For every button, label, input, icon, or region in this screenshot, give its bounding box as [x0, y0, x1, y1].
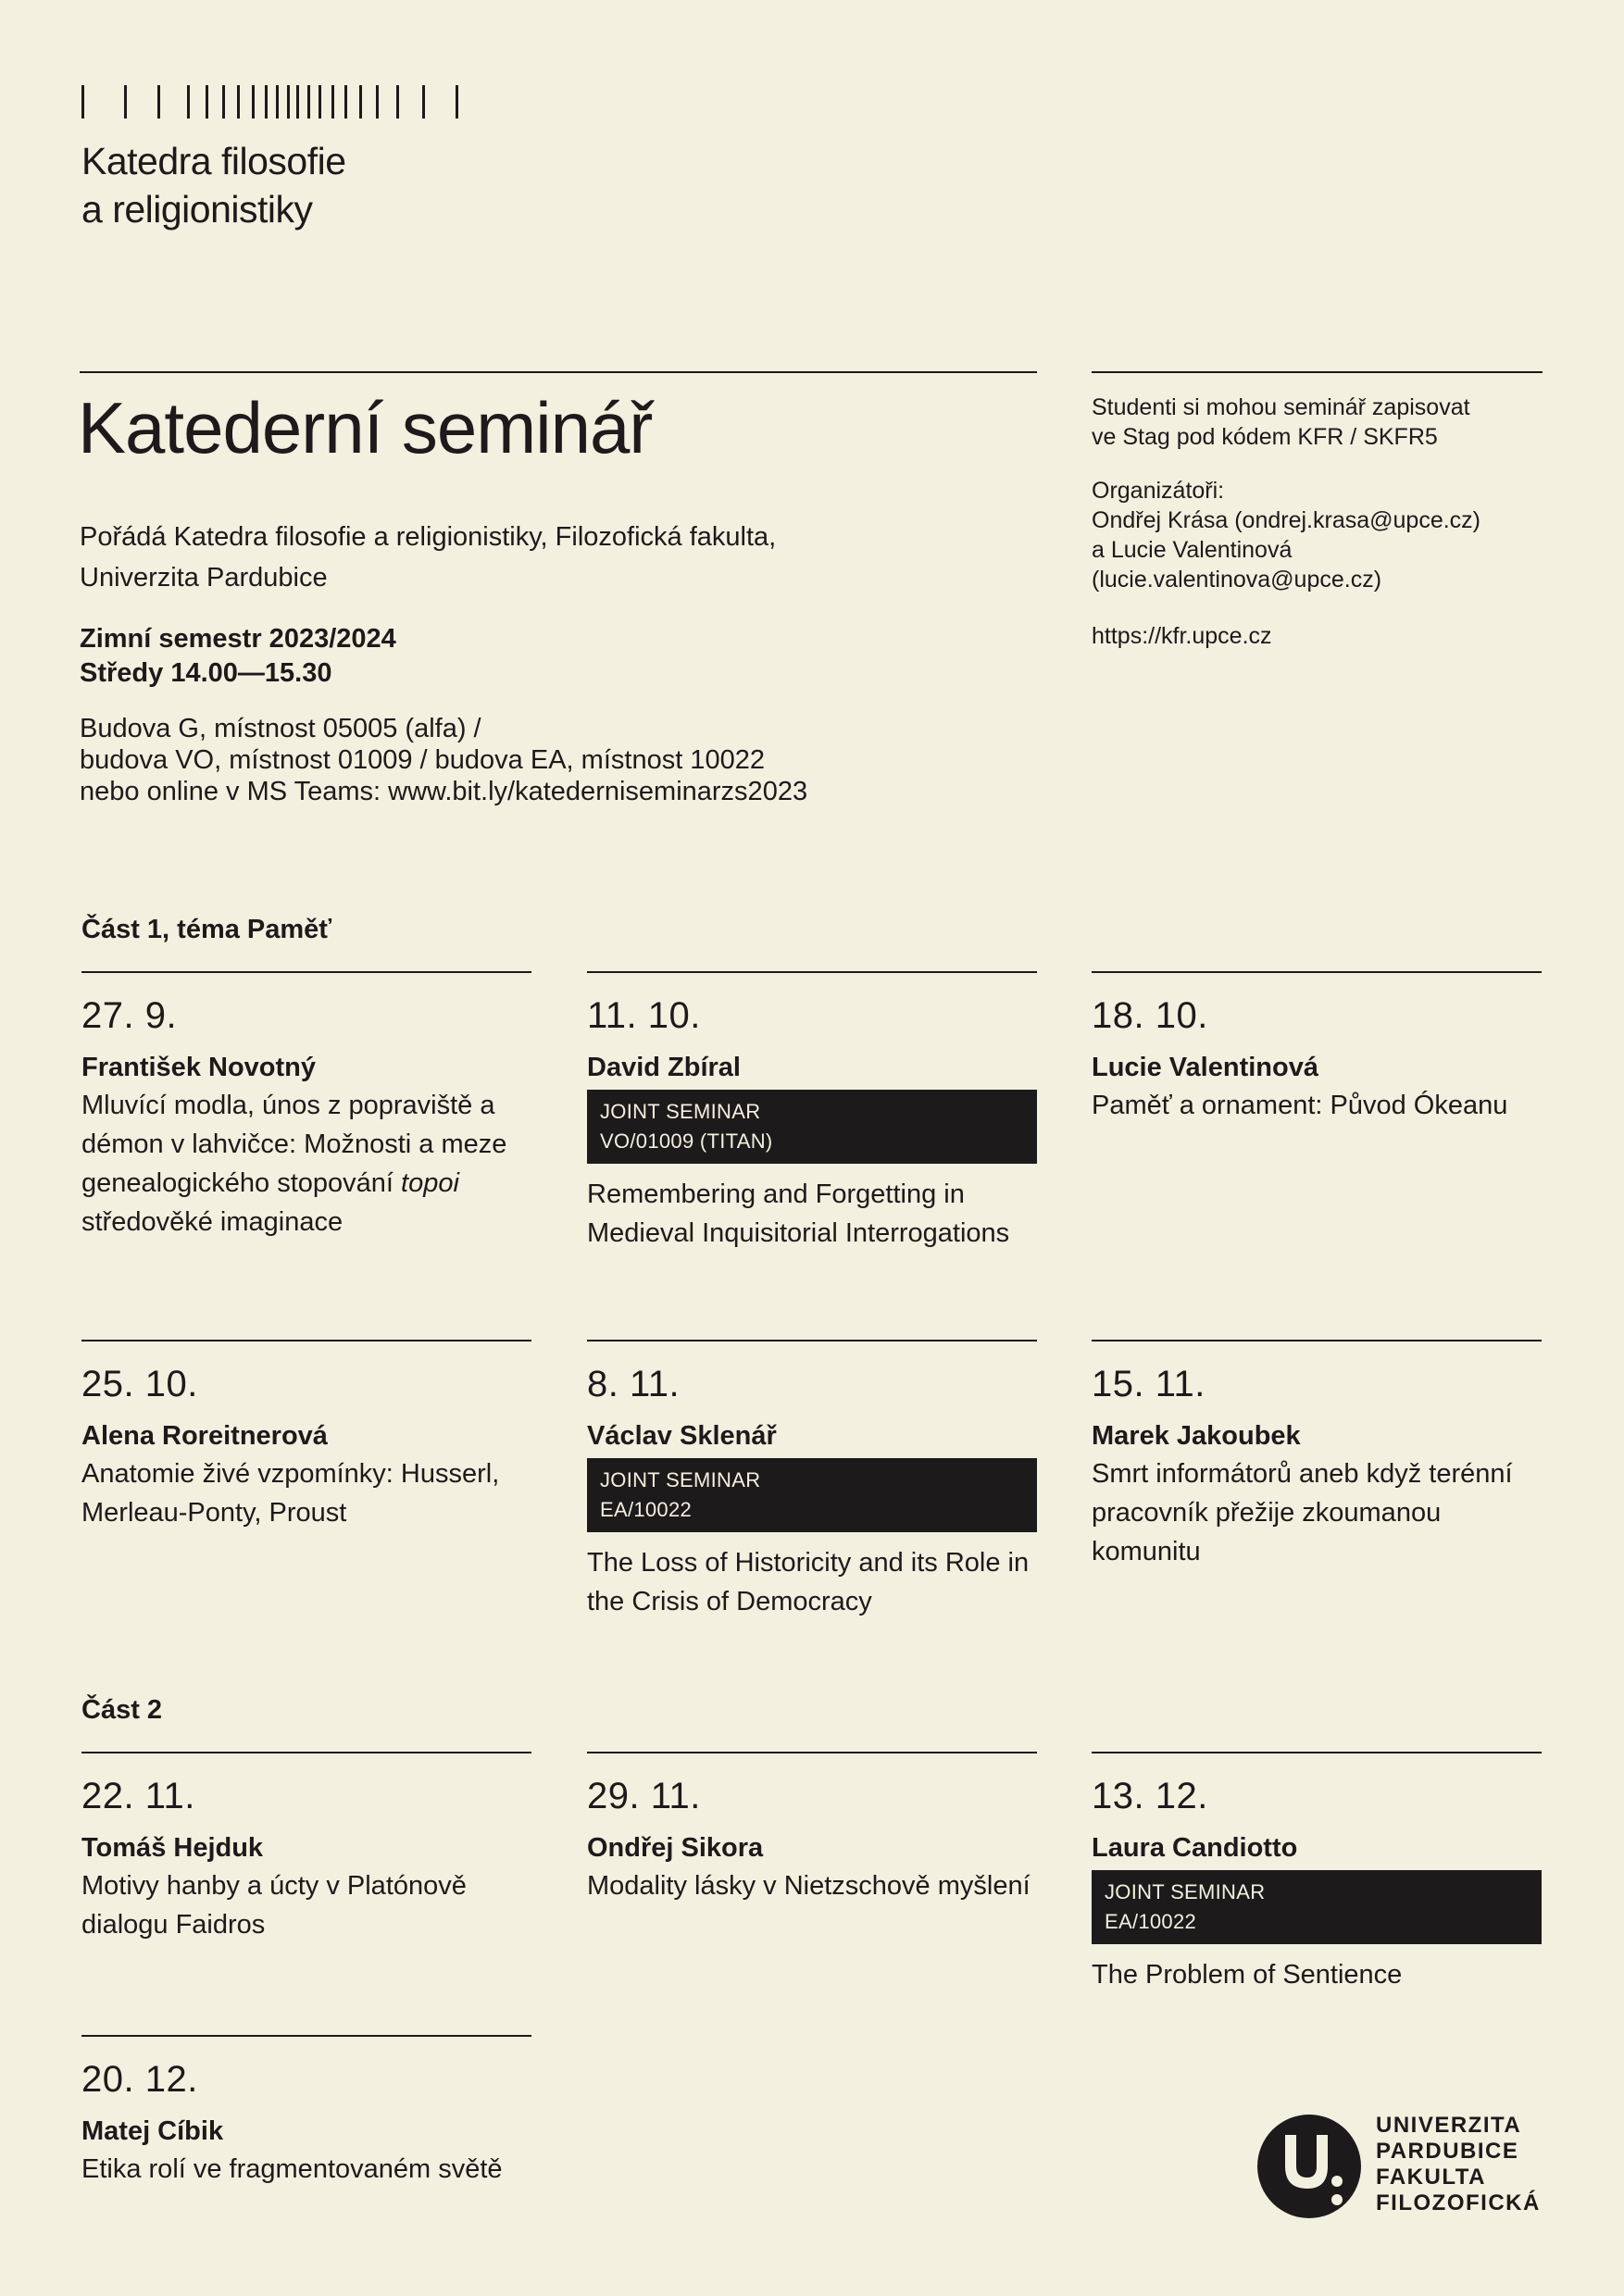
session-card — [81, 1752, 531, 1944]
university-logo-icon — [1257, 2115, 1361, 2218]
session-date: 27. 9. — [81, 995, 178, 1036]
department-name — [81, 137, 346, 233]
joint-seminar-badge: JOINT SEMINAR EA/10022 — [1092, 1870, 1542, 1944]
session-card — [1092, 1340, 1542, 1571]
enrollment-note: Studenti si mohou seminář zapisovat ve Stag pod kódem KFR / SKFR5 — [1092, 394, 1470, 450]
organizer-text: Pořádá Katedra filosofie a religionistiky, Filozofická fakulta, Univerzita Pardubice — [80, 522, 777, 593]
session-date: 20. 12. — [81, 2059, 198, 2100]
session-speaker: Tomáš Hejduk — [81, 1833, 264, 1863]
page-title: Katederní seminář — [78, 387, 653, 468]
session-date: 22. 11. — [81, 1776, 195, 1816]
session-date: 15. 11. — [1092, 1364, 1206, 1404]
session-speaker: David Zbíral — [587, 1053, 741, 1082]
session-speaker: Alena Roreitnerová — [81, 1421, 328, 1451]
session-date: 11. 10. — [587, 995, 701, 1036]
session-speaker: Matej Cíbik — [81, 2116, 224, 2146]
session-card — [587, 1752, 1037, 1905]
semester-info: Zimní semestr 2023/2024 Středy 14.00—15.30 — [80, 624, 396, 688]
session-title: The Problem of Sentience — [1092, 1960, 1403, 1990]
session-card — [1092, 971, 1542, 1125]
title-rule — [80, 371, 1037, 373]
session-title: Modality lásky v Nietzschově myšlení — [587, 1871, 1031, 1901]
section-part-1: Část 1, téma Paměť — [81, 915, 332, 944]
session-date: 8. 11. — [587, 1364, 681, 1404]
session-card — [587, 971, 1037, 1253]
section-part-2: Část 2 — [81, 1695, 163, 1725]
session-date: 13. 12. — [1092, 1776, 1208, 1816]
session-title: Etika rolí ve fragmentovaném světě — [81, 2154, 503, 2184]
session-card — [1092, 1752, 1542, 1994]
session-speaker: František Novotný — [81, 1053, 316, 1082]
website-link[interactable]: https://kfr.upce.cz — [1092, 623, 1272, 649]
session-title: Remembering and Forgetting in Medieval Inquisitorial Interrogations — [587, 1179, 1010, 1248]
session-title: Motivy hanby a úcty v Platónově dialogu Faidros — [81, 1871, 467, 1940]
sidebar-rule — [1092, 371, 1543, 373]
session-card — [587, 1340, 1037, 1621]
session-date: 25. 10. — [81, 1364, 198, 1404]
session-title: The Loss of Historicity and its Role in the Crisis of Democracy — [587, 1548, 1030, 1616]
session-speaker: Václav Sklenář — [587, 1421, 777, 1451]
session-card — [81, 1340, 531, 1532]
session-title: Anatomie živé vzpomínky: Husserl, Merleau-Ponty, Proust — [81, 1459, 500, 1528]
barcode-mark — [81, 85, 470, 119]
university-logo-text: UNIVERZITA PARDUBICE FAKULTA FILOZOFICKÁ — [1376, 2113, 1541, 2215]
session-speaker: Laura Candiotto — [1092, 1833, 1298, 1863]
session-speaker: Marek Jakoubek — [1092, 1421, 1301, 1451]
session-card — [81, 971, 531, 1242]
session-speaker: Ondřej Sikora — [587, 1833, 764, 1863]
organizers: Organizátoři: Ondřej Krása (ondrej.krasa@upce.cz) a Lucie Valentinová (lucie.valentinova@upce.cz) — [1092, 478, 1480, 593]
session-title: Mluvící modla, únos z popraviště a démon v lahvičce: Možnosti a meze genealogického stopování topoi středověké imaginace — [81, 1091, 507, 1237]
session-date: 29. 11. — [587, 1776, 701, 1816]
venue-info: Budova G, místnost 05005 (alfa) / budova VO, místnost 01009 / budova EA, místnost 10022 nebo online v MS Teams: www.bit.ly/katederniseminarzs2023 — [80, 714, 808, 806]
joint-seminar-badge: JOINT SEMINAR VO/01009 (TITAN) — [587, 1090, 1037, 1164]
session-date: 18. 10. — [1092, 995, 1208, 1036]
department-line-2: a religionistiky — [81, 188, 313, 231]
joint-seminar-badge: JOINT SEMINAR EA/10022 — [587, 1458, 1037, 1532]
department-line-1: Katedra filosofie — [81, 140, 346, 182]
session-card — [81, 2035, 531, 2189]
session-title: Paměť a ornament: Původ Ókeanu — [1092, 1091, 1508, 1120]
session-title: Smrt informátorů aneb když terénní pracovník přežije zkoumanou komunitu — [1092, 1459, 1513, 1566]
session-speaker: Lucie Valentinová — [1092, 1053, 1318, 1082]
